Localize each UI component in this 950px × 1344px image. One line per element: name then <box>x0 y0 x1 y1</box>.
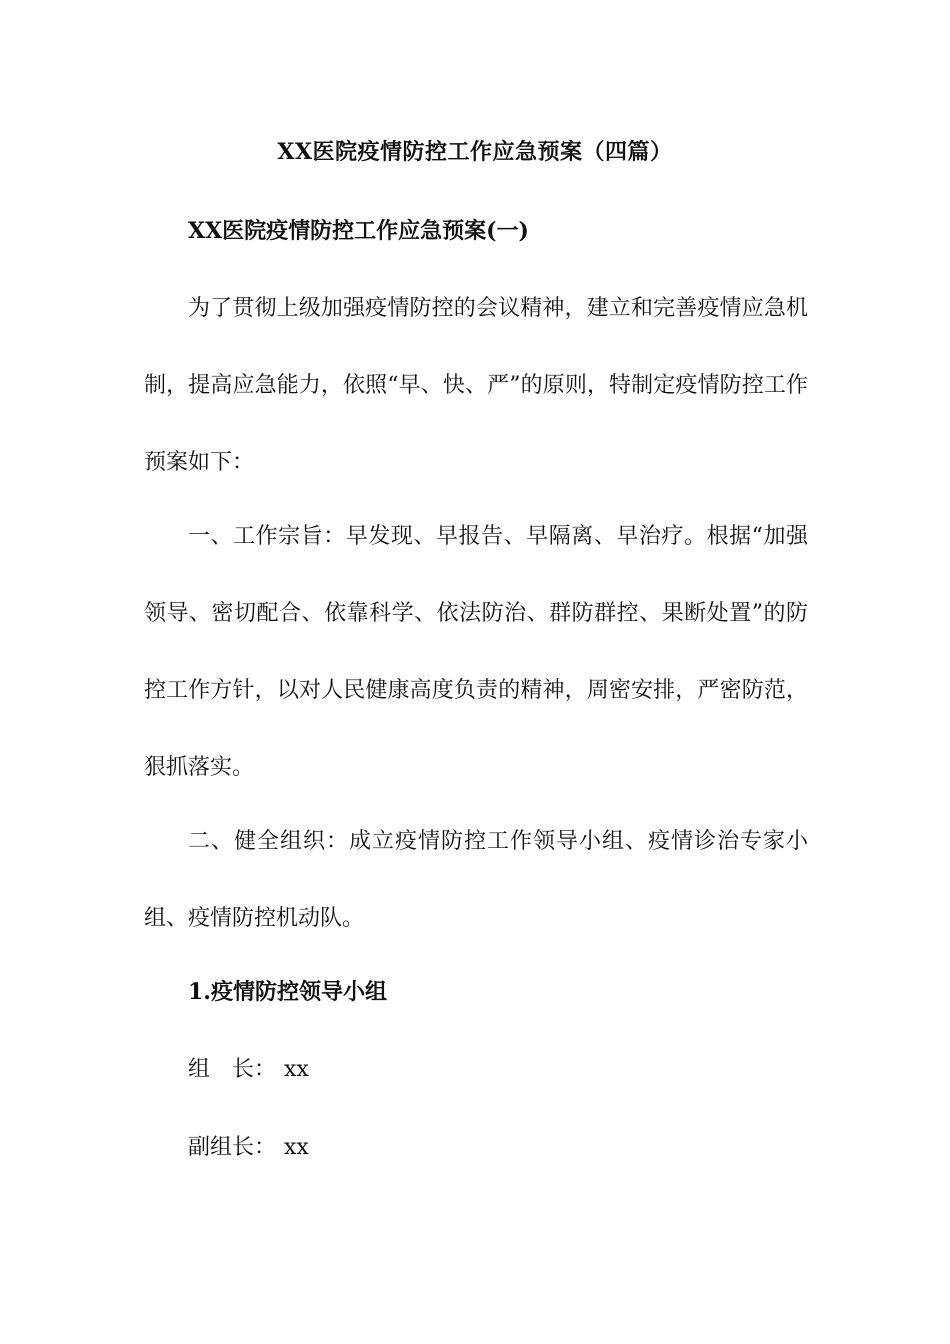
paragraph-intro: 为了贯彻上级加强疫情防控的会议精神，建立和完善疫情应急机制，提高应急能力，依照“早、快、严”的原则，特制定疫情防控工作预案如下： <box>144 296 808 475</box>
member-role: 组 长： <box>188 1057 277 1082</box>
member-row-deputy <box>188 1130 309 1166</box>
document-title: XX医院疫情防控工作应急预案（四篇） <box>277 139 673 165</box>
paragraph-organization: 二、健全组织：成立疫情防控工作领导小组、疫情诊治专家小组、疫情防控机动队。 <box>144 829 808 931</box>
member-role: 副组长： <box>188 1135 277 1160</box>
member-name: xx <box>284 1135 309 1160</box>
section-title: XX医院疫情防控工作应急预案(一) <box>188 218 529 244</box>
member-name: xx <box>284 1057 309 1082</box>
paragraph-work-purpose: 一、工作宗旨：早发现、早报告、早隔离、早治疗。根据“加强领导、密切配合、依靠科学、依法防治、群防群控、果断处置”的防控工作方针，以对人民健康高度负责的精神，周密安排，严密防范，狠抓落实。 <box>144 524 808 780</box>
subsection-title: 1.疫情防控领导小组 <box>188 979 387 1005</box>
member-row-leader <box>188 1052 309 1088</box>
